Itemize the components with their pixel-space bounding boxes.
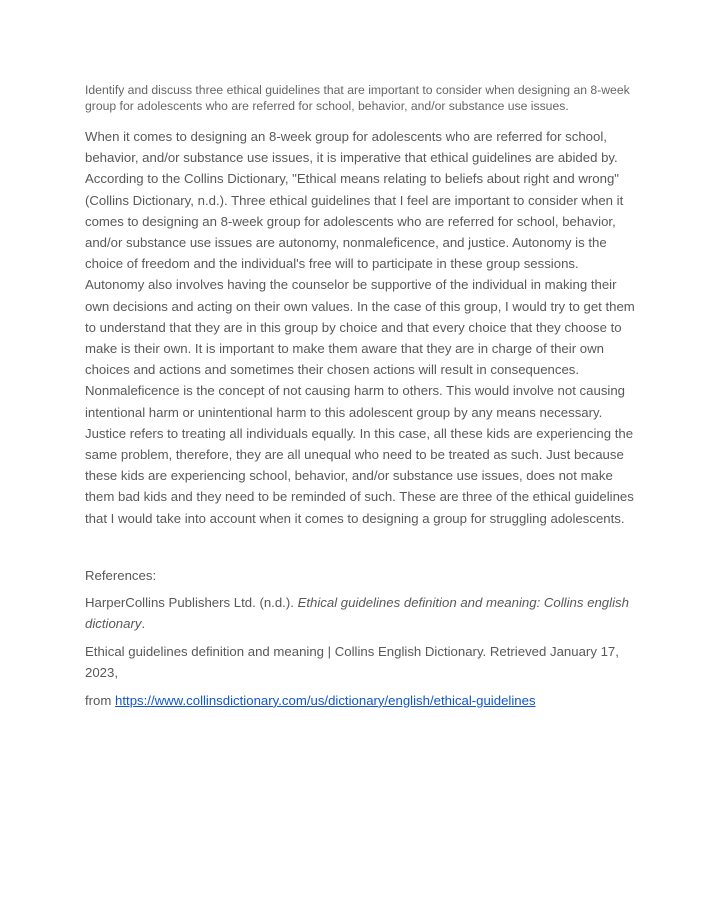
document-content bbox=[85, 82, 635, 711]
assignment-prompt: Identify and discuss three ethical guidelines that are important to consider when designing an 8-week group for adolescents who are referred for school, behavior, and/or substance use issues. bbox=[85, 83, 630, 113]
reference-entry-1 bbox=[85, 592, 635, 635]
references-heading: References: bbox=[85, 567, 157, 583]
section-spacer bbox=[85, 529, 635, 565]
reference-1-title: Ethical guidelines definition and meaning: Collins english dictionary bbox=[85, 594, 629, 632]
reference-1-author: HarperCollins Publishers Ltd. (n.d.). bbox=[85, 594, 298, 610]
reference-entry-2-link-line bbox=[85, 690, 635, 711]
reference-1-end: . bbox=[141, 616, 146, 632]
reference-from-label: from bbox=[85, 692, 116, 708]
reference-url-link[interactable]: https://www.collinsdictionary.com/us/dictionary/english/ethical-guidelines bbox=[115, 692, 536, 708]
essay-paragraph: When it comes to designing an 8-week group for adolescents who are referred for school, behavior, and/or substance use issues, it is imperative that ethical guidelines are abided by. According to the Collins Dictionary, "Ethical means relating to beliefs about right and wrong" (Collins Dictionary, n.d.). Three ethical guidelines that I feel are important to consider when it comes to designing an 8-week group for adolescents who are referred for school, behavior, and/or substance use issues are autonomy, nonmaleficence, and justice. Autonomy is the choice of freedom and the individual's free will to participate in these group sessions. Autonomy also involves having the counselor be supportive of the individual in making their own decisions and acting on their own values. In the case of this group, I would try to get them to understand that they are in this group by choice and that every choice that they choose to make is their own. It is important to make them aware that they are in charge of their own choices and actions and sometimes their chosen actions will result in consequences. Nonmaleficence is the concept of not causing harm to others. This would involve not causing intentional harm or unintentional harm to this adolescent group by any means necessary. Justice refers to treating all individuals equally. In this case, all these kids are experiencing the same problem, therefore, they are all unequal who need to be treated as such. Just because these kids are experiencing school, behavior, and/or substance use issues, does not make them bad kids and they need to be reminded of such. These are three of the ethical guidelines that I would take into account when it comes to designing a group for struggling adolescents. bbox=[85, 129, 635, 526]
reference-entry-2: Ethical guidelines definition and meaning | Collins English Dictionary. Retrieved January 17, 2023, bbox=[85, 643, 619, 681]
